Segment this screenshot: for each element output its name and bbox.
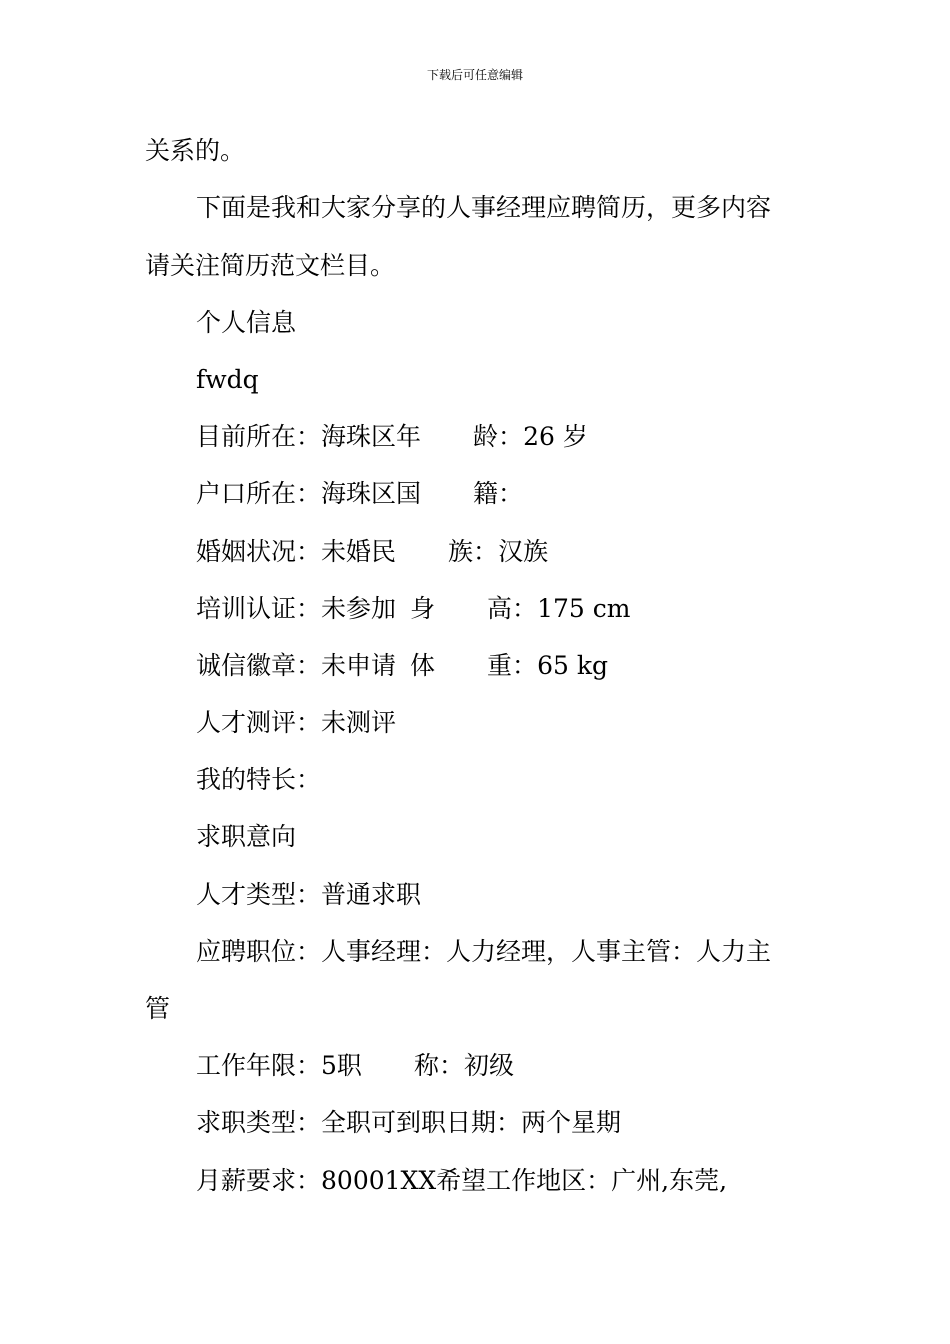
- height-value: 175 cm: [537, 594, 631, 623]
- marital-value: 未婚: [321, 537, 372, 566]
- ethnic-label-2: 族：: [448, 537, 499, 566]
- salary-value: 80001XX: [321, 1166, 437, 1195]
- row-years-title: [196, 1051, 514, 1081]
- job-type-value: 全职可到职日期：两个星期: [321, 1108, 622, 1137]
- age-label-2: 龄：: [473, 422, 524, 451]
- years-value: 5: [321, 1051, 337, 1080]
- intro-paragraph-line1: 下面是我和大家分享的人事经理应聘简历，更多内容: [196, 193, 772, 222]
- assessment-value: 未测评: [321, 708, 397, 737]
- weight-value: 65 kg: [537, 651, 608, 680]
- location-value: 海珠区: [321, 422, 397, 451]
- salary-label: 月薪要求：: [196, 1166, 322, 1195]
- row-job-type: [196, 1108, 621, 1138]
- nation-label: 国: [396, 479, 422, 508]
- height-label: 身: [410, 594, 436, 623]
- training-value: 未参加: [321, 594, 397, 623]
- title-value: 初级: [463, 1051, 514, 1080]
- training-label: 培训认证：: [196, 594, 322, 623]
- weight-label: 体: [410, 651, 436, 680]
- integrity-label: 诚信徽章：: [196, 651, 322, 680]
- talent-type-value: 普通求职: [321, 880, 422, 909]
- title-label-2: 称：: [413, 1051, 464, 1080]
- row-specialty: 我的特长：: [196, 765, 322, 794]
- years-label: 工作年限：: [196, 1051, 322, 1080]
- row-salary-area: [196, 1166, 727, 1196]
- title-label: 职: [336, 1051, 362, 1080]
- row-position-line2: 管: [145, 994, 171, 1023]
- row-integrity-weight: [196, 651, 608, 681]
- row-assessment: [196, 708, 396, 738]
- talent-type-label: 人才类型：: [196, 880, 322, 909]
- section-personal-title: 个人信息: [196, 308, 297, 337]
- page-header: 下载后可任意编辑: [426, 68, 523, 82]
- age-label: 年: [396, 422, 422, 451]
- area-label: 希望工作地区：: [436, 1166, 612, 1195]
- row-position-line1: 应聘职位：人事经理：人力经理，人事主管：人力主: [196, 937, 772, 966]
- ethnic-value: 汉族: [498, 537, 549, 566]
- ethnic-label: 民: [371, 537, 397, 566]
- name: fwdq: [196, 365, 259, 394]
- row-training-height: [196, 594, 630, 624]
- hukou-value: 海珠区: [321, 479, 397, 508]
- assessment-label: 人才测评：: [196, 708, 322, 737]
- nation-label-2: 籍：: [473, 479, 524, 508]
- intro-paragraph-line2: 请关注简历范文栏目。: [145, 251, 396, 280]
- row-location-age: [196, 422, 588, 452]
- marital-label: 婚姻状况：: [196, 537, 322, 566]
- intro-tail: 关系的。: [145, 136, 246, 165]
- row-talent-type: [196, 880, 421, 910]
- row-marital-ethnic: [196, 537, 548, 567]
- row-hukou-nation: [196, 479, 523, 509]
- job-type-label: 求职类型：: [196, 1108, 322, 1137]
- integrity-value: 未申请: [321, 651, 397, 680]
- hukou-label: 户口所在：: [196, 479, 322, 508]
- location-label: 目前所在：: [196, 422, 322, 451]
- weight-label-2: 重：: [487, 651, 538, 680]
- area-value: 广州,东莞,: [611, 1166, 728, 1195]
- section-intent-title: 求职意向: [196, 822, 297, 851]
- height-label-2: 高：: [487, 594, 538, 623]
- age-value: 26 岁: [523, 422, 588, 451]
